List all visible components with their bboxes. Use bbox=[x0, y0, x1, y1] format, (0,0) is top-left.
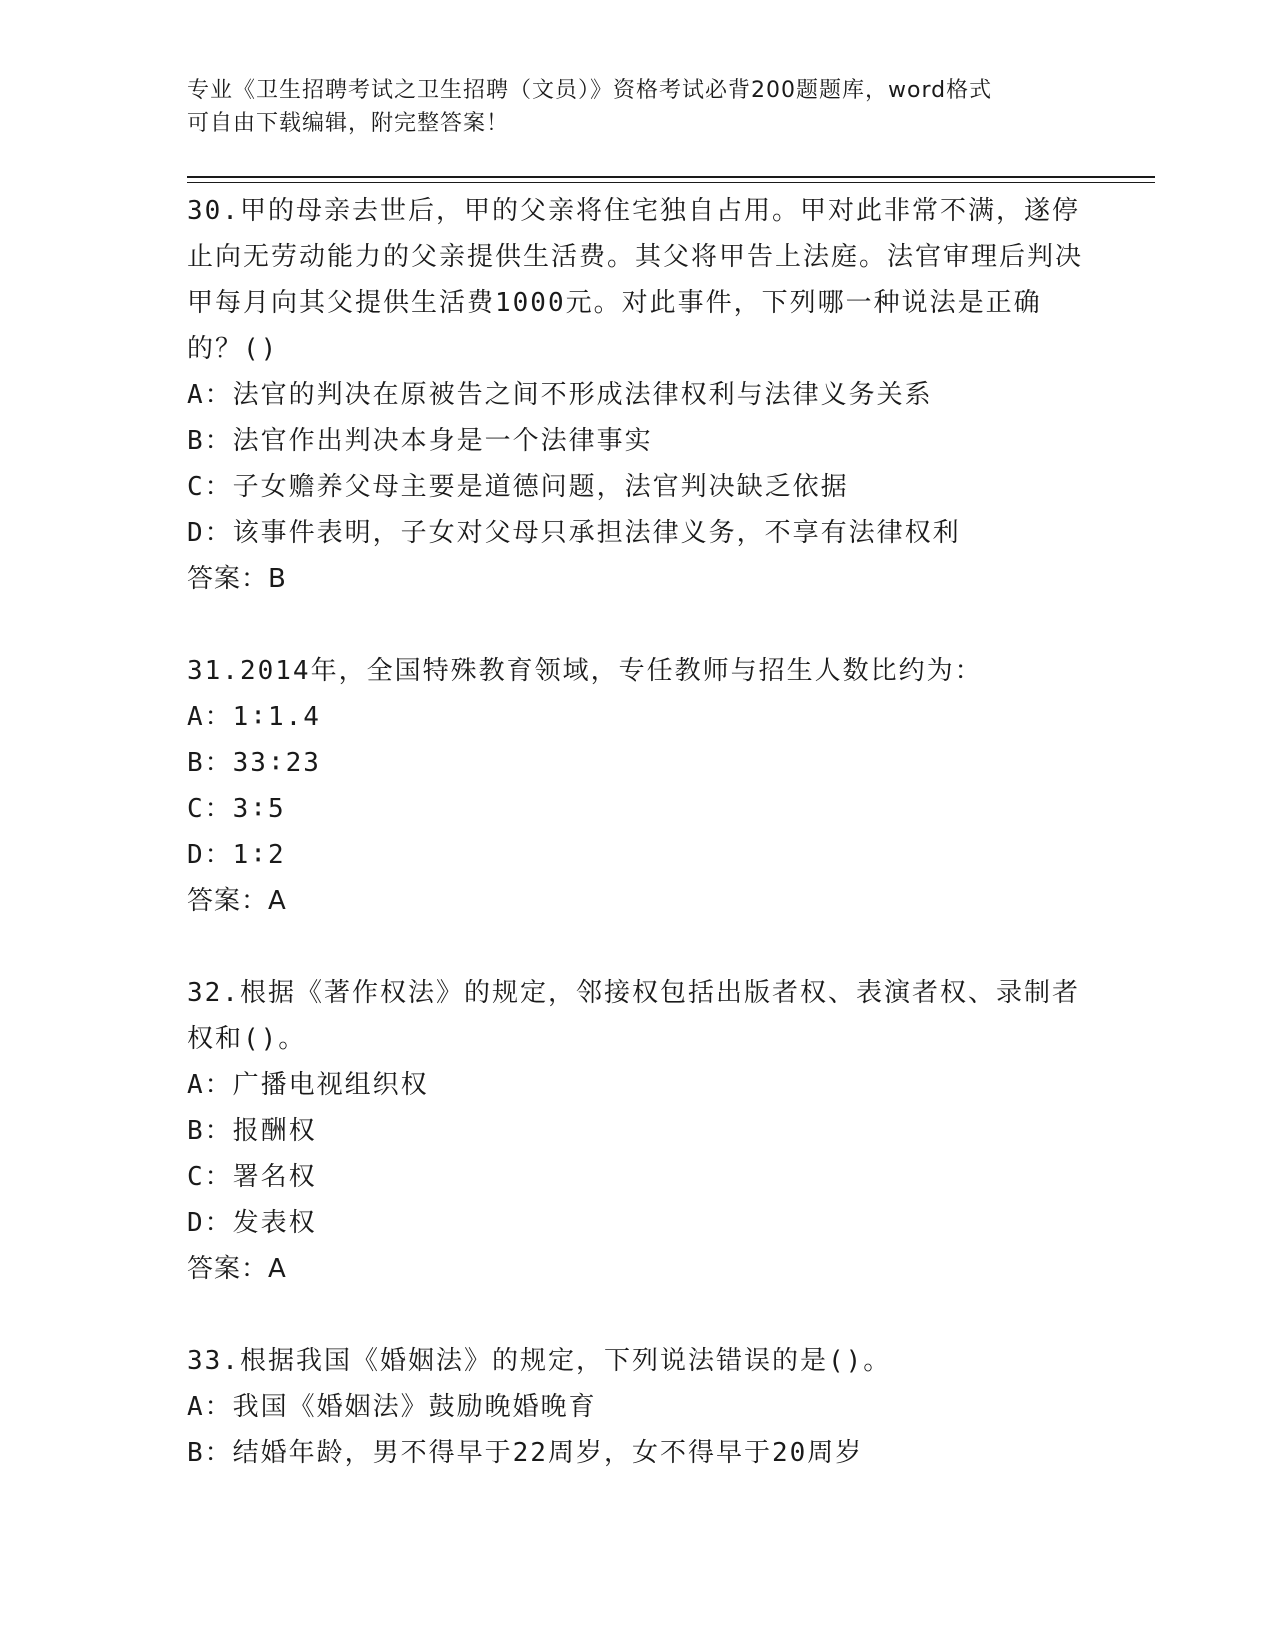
question-30 bbox=[187, 188, 1087, 602]
question-stem: 33.根据我国《婚姻法》的规定，下列说法错误的是()。 bbox=[187, 1346, 892, 1376]
option-b: B：结婚年龄，男不得早于22周岁，女不得早于20周岁 bbox=[187, 1438, 864, 1468]
header-divider-thick bbox=[187, 176, 1155, 178]
header-divider-thin bbox=[187, 182, 1155, 183]
option-c: C：子女赡养父母主要是道德问题，法官判决缺乏依据 bbox=[187, 472, 849, 502]
question-stem: 31.2014年，全国特殊教育领域，专任教师与招生人数比约为： bbox=[187, 656, 983, 686]
document-header bbox=[187, 74, 1087, 140]
header-line-1: 专业《卫生招聘考试之卫生招聘（文员）》资格考试必背200题题库，word格式 bbox=[187, 78, 993, 103]
option-a: A：我国《婚姻法》鼓励晚婚晚育 bbox=[187, 1392, 597, 1422]
option-a: A：广播电视组织权 bbox=[187, 1070, 429, 1100]
option-d: D：该事件表明，子女对父母只承担法律义务，不享有法律权利 bbox=[187, 518, 961, 548]
option-c: C：署名权 bbox=[187, 1162, 317, 1192]
question-list bbox=[187, 188, 1087, 1522]
option-c: C：3∶5 bbox=[187, 794, 286, 824]
option-b: B：报酬权 bbox=[187, 1116, 317, 1146]
question-33 bbox=[187, 1338, 1087, 1476]
answer: 答案：B bbox=[187, 564, 287, 594]
question-stem: 32.根据《著作权法》的规定，邻接权包括出版者权、表演者权、录制者权和()。 bbox=[187, 978, 1080, 1054]
answer: 答案：A bbox=[187, 886, 287, 916]
option-b: B：法官作出判决本身是一个法律事实 bbox=[187, 426, 653, 456]
option-b: B：33∶23 bbox=[187, 748, 321, 778]
option-a: A：1∶1.4 bbox=[187, 702, 321, 732]
header-line-2: 可自由下载编辑，附完整答案！ bbox=[187, 111, 510, 136]
option-a: A：法官的判决在原被告之间不形成法律权利与法律义务关系 bbox=[187, 380, 933, 410]
question-31 bbox=[187, 648, 1087, 924]
question-stem: 30.甲的母亲去世后，甲的父亲将住宅独自占用。甲对此非常不满，遂停止向无劳动能力的父亲提供生活费。其父将甲告上法庭。法官审理后判决甲每月向其父提供生活费1000元。对此事件，下列哪一种说法是正确的？() bbox=[187, 196, 1084, 364]
option-d: D：1∶2 bbox=[187, 840, 286, 870]
answer: 答案：A bbox=[187, 1254, 287, 1284]
question-32 bbox=[187, 970, 1087, 1292]
option-d: D：发表权 bbox=[187, 1208, 317, 1238]
